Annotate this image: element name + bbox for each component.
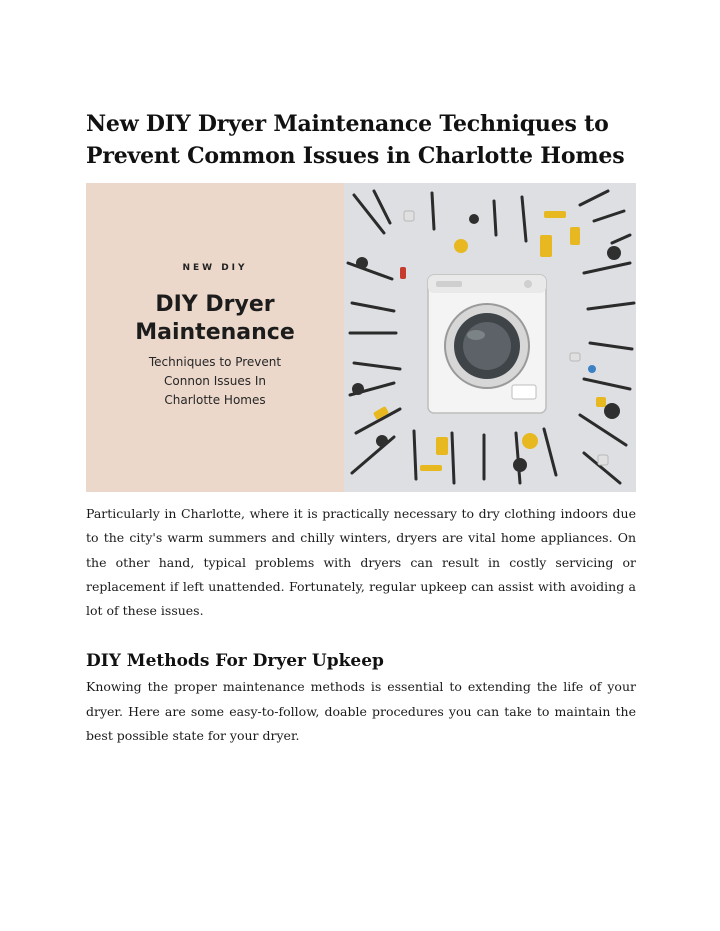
- intro-paragraph: Particularly in Charlotte, where it is practically necessary to dry clothing indoors due to the city's warm summers and chilly winters, dryers are vital home appliances. On the other hand, typical problems with dryers can result in costly servicing or replacement if left unattended. Fortunately, regular upkeep can assist with avoiding a lot of these issues.: [86, 506, 636, 619]
- hero-subtitle: Techniques to Prevent Connon Issues In Charlotte Homes: [148, 355, 282, 407]
- section-heading: DIY Methods For Dryer Upkeep: [86, 651, 384, 672]
- tools-illustration-icon: [344, 183, 636, 492]
- hero-text-panel: [86, 183, 344, 492]
- article-title: New DIY Dryer Maintenance Techniques to Prevent Common Issues in Charlotte Homes: [86, 111, 625, 169]
- document-page: [86, 108, 636, 748]
- hero-kicker: NEW DIY: [182, 263, 248, 273]
- washing-machine-icon: [428, 275, 546, 413]
- hero-image: [86, 183, 636, 492]
- section-paragraph: Knowing the proper maintenance methods is essential to extending the life of your dryer. Here are some easy-to-follow, doable procedures you can take to maintain the best possible state for your dryer.: [86, 679, 636, 744]
- washing-machine-with-tools-illustration: [344, 183, 636, 492]
- hero-title: DIY Dryer Maintenance: [135, 292, 295, 345]
